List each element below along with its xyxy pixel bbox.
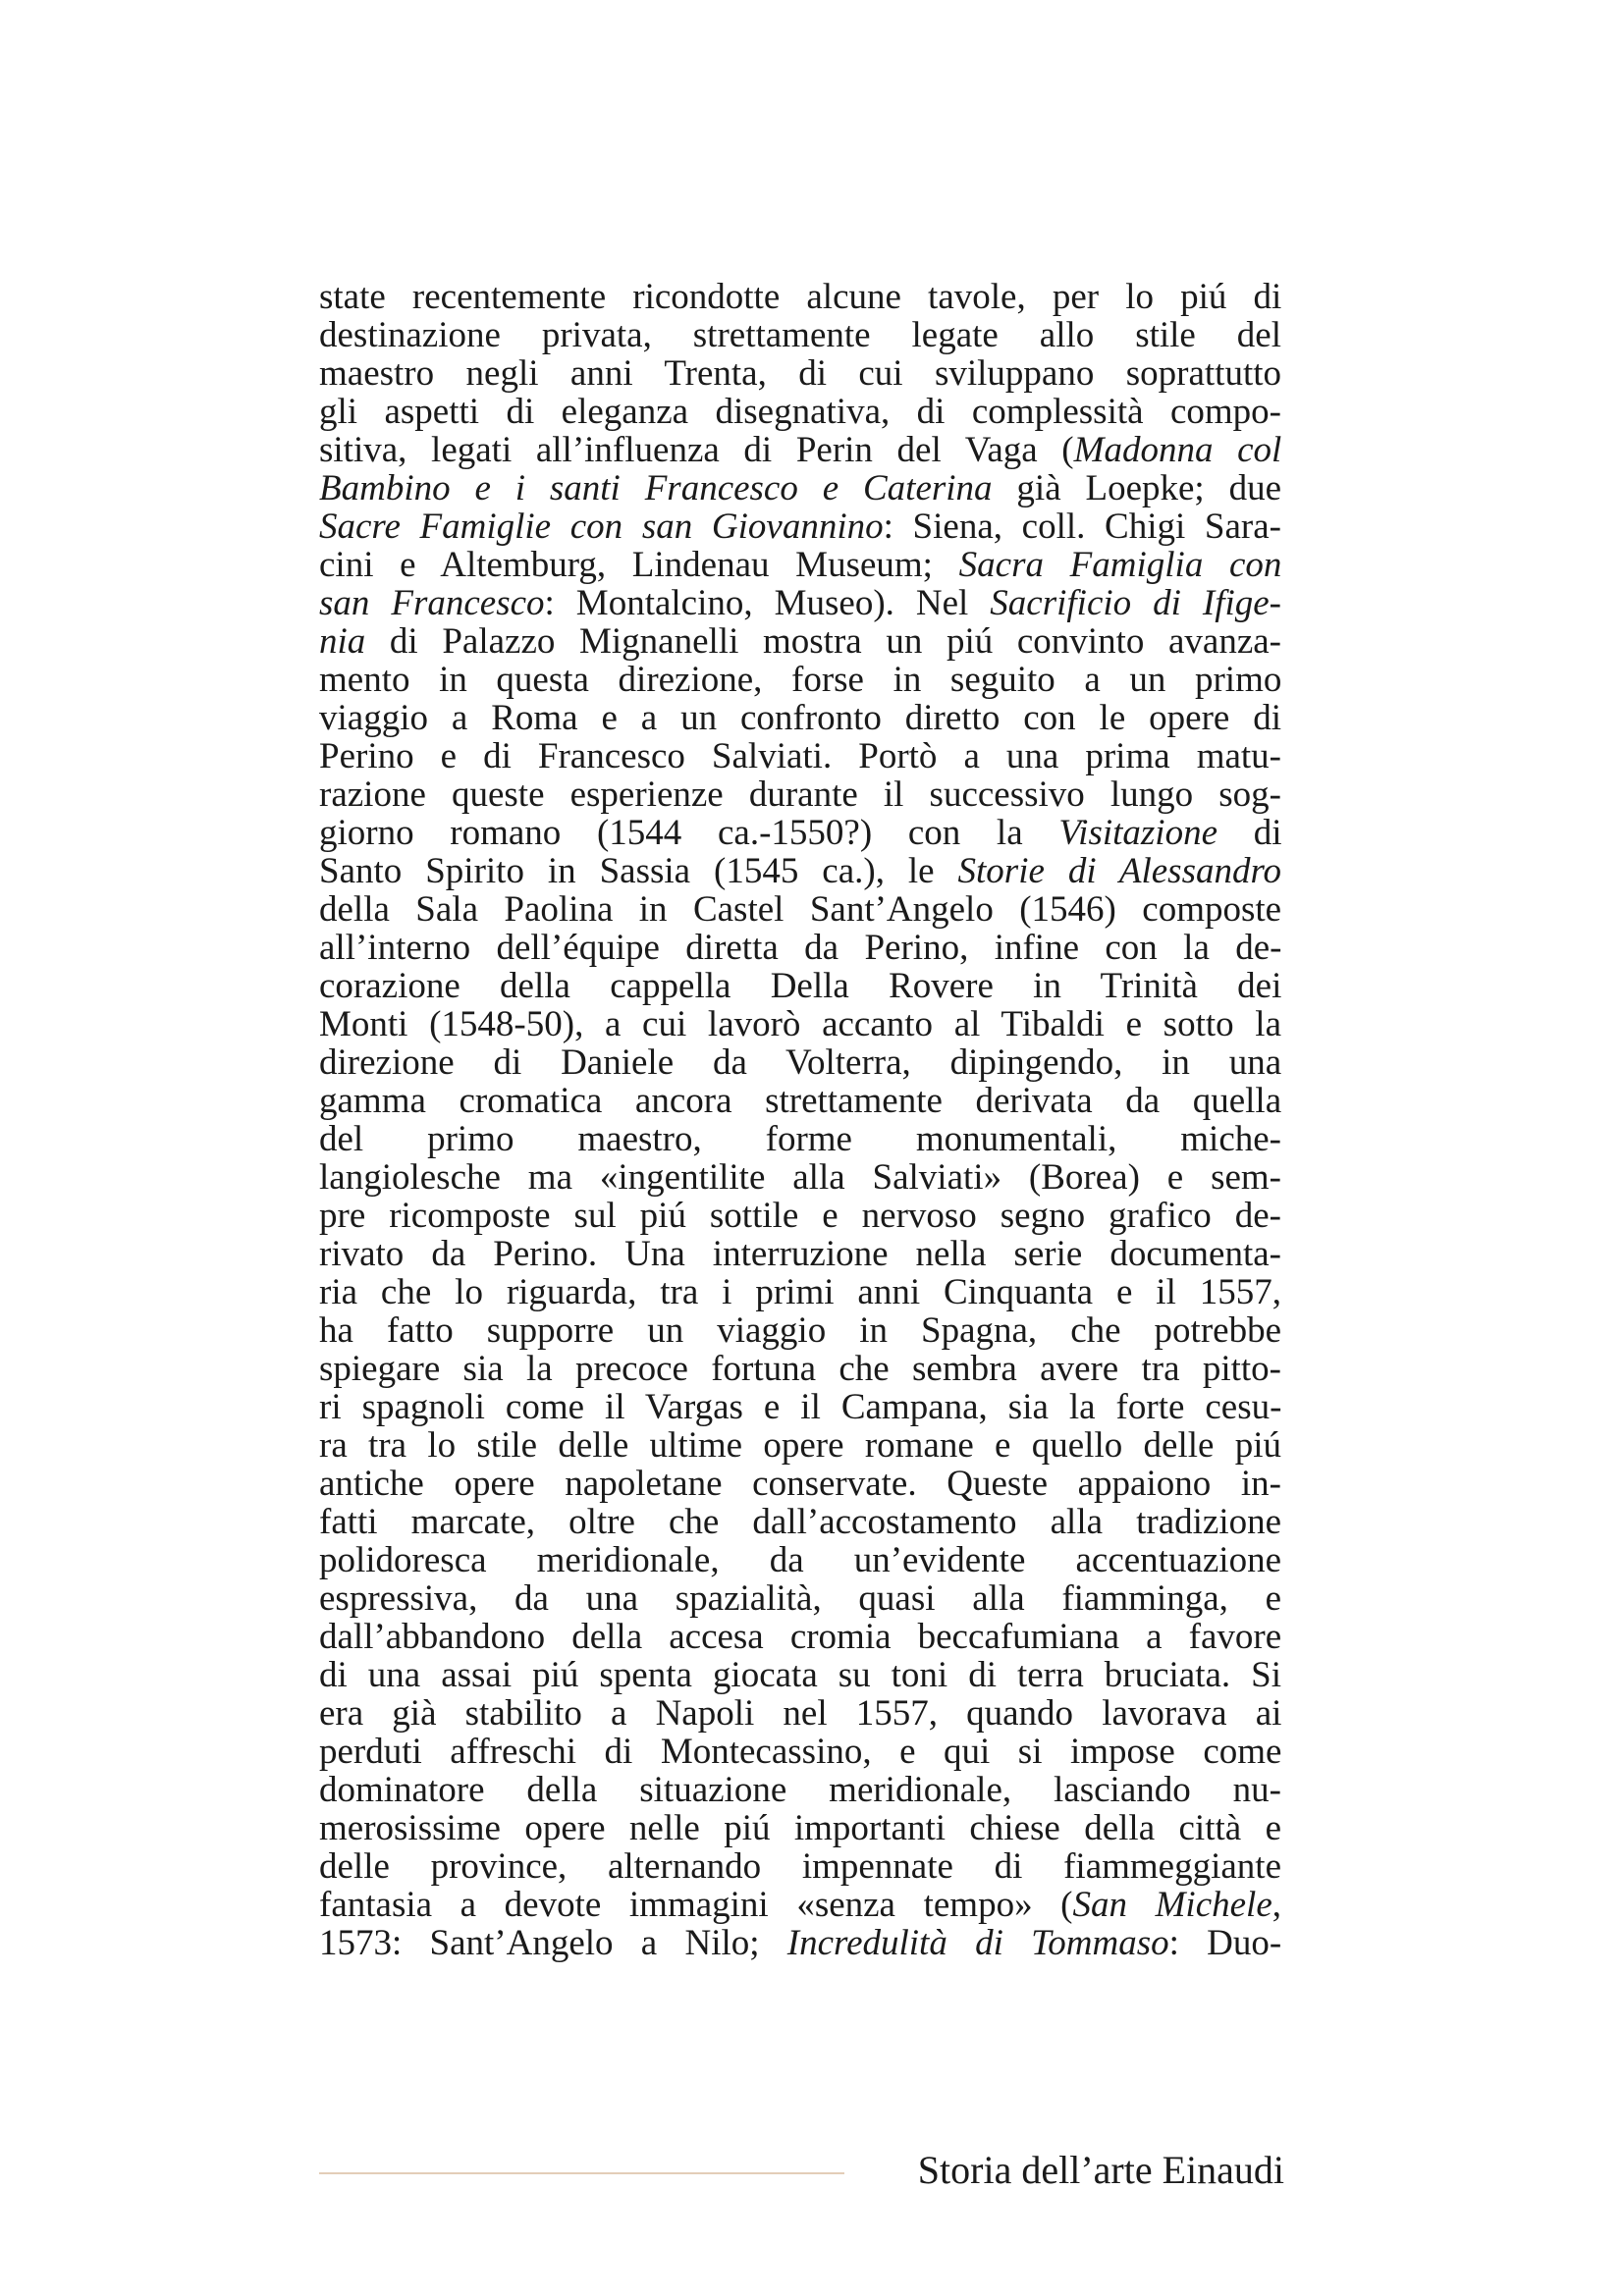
italic-title-segment: Incredulità di Tommaso	[786, 1923, 1169, 1963]
text-segment: ha fatto supporre un viaggio in Spagna, che potrebbe	[319, 1310, 1281, 1351]
text-line	[319, 622, 1281, 661]
body-text	[319, 278, 1281, 1962]
text-line	[319, 775, 1281, 814]
text-line	[319, 1311, 1281, 1350]
text-segment: direzione di Daniele da Volterra, dipingendo, in una	[319, 1042, 1282, 1083]
text-line	[319, 507, 1281, 546]
text-line	[319, 1043, 1281, 1082]
text-line	[319, 1158, 1281, 1197]
text-line	[319, 469, 1281, 507]
text-line	[319, 1694, 1281, 1733]
text-segment: langiolesche ma «ingentilite alla Salviati» (Borea) e sem-	[319, 1157, 1281, 1198]
text-line	[319, 1541, 1281, 1579]
italic-title-segment: Sacrificio di Ifige-	[990, 583, 1281, 623]
text-line	[319, 1082, 1281, 1120]
text-line	[319, 278, 1281, 316]
text-line	[319, 1656, 1281, 1694]
text-line	[319, 1886, 1281, 1924]
text-segment: rivato da Perino. Una interruzione nella serie documenta-	[319, 1234, 1281, 1274]
text-line	[319, 1388, 1281, 1426]
text-line	[319, 1809, 1281, 1847]
italic-title-segment: nia	[319, 621, 366, 662]
text-segment: perduti affreschi di Montecassino, e qui si impose come	[319, 1732, 1282, 1772]
text-segment: delle province, alternando impennate di fiammeggiante	[319, 1846, 1281, 1887]
text-segment: mento in questa direzione, forse in seguito a un primo	[319, 660, 1282, 700]
text-line	[319, 431, 1281, 469]
text-segment: antiche opere napoletane conservate. Queste appaiono in-	[319, 1464, 1281, 1504]
text-segment: fatti marcate, oltre che dall’accostamento alla tradizione	[319, 1502, 1282, 1542]
italic-title-segment: Visitazione	[1058, 813, 1218, 853]
text-line	[319, 967, 1281, 1005]
text-segment: espressiva, da una spazialità, quasi alla fiamminga, e	[319, 1578, 1281, 1619]
italic-title-segment: Sacra Famiglia con	[958, 545, 1282, 585]
text-line	[319, 661, 1281, 699]
text-segment: Perino e di Francesco Salviati. Portò a una prima matu-	[319, 736, 1281, 776]
text-line	[319, 1924, 1281, 1962]
text-segment: maestro negli anni Trenta, di cui sviluppano soprattutto	[319, 353, 1282, 394]
text-line	[319, 1579, 1281, 1618]
text-segment: razione queste esperienze durante il successivo lungo sog-	[319, 774, 1282, 815]
text-segment: : Siena, coll. Chigi Sara-	[883, 507, 1281, 547]
text-line	[319, 1465, 1281, 1503]
italic-title-segment: Sacre Famiglie con san Giovannino	[319, 507, 884, 547]
text-line	[319, 737, 1281, 775]
text-segment: : Duo-	[1168, 1923, 1282, 1963]
text-line	[319, 1426, 1281, 1465]
text-segment: state recentemente ricondotte alcune tavole, per lo piú di	[319, 277, 1282, 317]
text-segment: 1573: Sant’Angelo a Nilo;	[319, 1923, 787, 1963]
text-line	[319, 393, 1281, 431]
text-segment: ra tra lo stile delle ultime opere romane e quello delle piú	[319, 1425, 1281, 1466]
text-line	[319, 1847, 1281, 1886]
text-line	[319, 890, 1281, 929]
text-segment: corazione della cappella Della Rovere in Trinità dei	[319, 966, 1282, 1006]
text-line	[319, 1235, 1281, 1273]
text-segment: polidoresca meridionale, da un’evidente accentuazione	[319, 1540, 1281, 1580]
text-segment: giorno romano (1544 ca.-1550?) con la	[319, 813, 1059, 853]
text-segment: ,	[1271, 1885, 1281, 1925]
text-segment: di	[1217, 813, 1282, 853]
text-line	[319, 1120, 1281, 1158]
text-segment: della Sala Paolina in Castel Sant’Angelo (1546) composte	[319, 889, 1282, 930]
text-segment: del primo maestro, forme monumentali, miche-	[319, 1119, 1281, 1159]
text-segment: dominatore della situazione meridionale, lasciando nu-	[319, 1770, 1281, 1810]
text-line	[319, 1350, 1281, 1388]
text-segment: dall’abbandono della accesa cromia beccafumiana a favore	[319, 1617, 1282, 1657]
italic-title-segment: Bambino e i santi Francesco e Caterina	[319, 468, 993, 508]
text-line	[319, 1273, 1281, 1311]
italic-title-segment: Madonna col	[1073, 430, 1282, 470]
text-line	[319, 316, 1281, 354]
text-segment: cini e Altemburg, Lindenau Museum;	[319, 545, 959, 585]
text-line	[319, 1771, 1281, 1809]
text-line	[319, 584, 1281, 622]
text-line	[319, 546, 1281, 584]
italic-title-segment: Storie di Alessandro	[957, 851, 1281, 891]
text-line	[319, 929, 1281, 967]
text-segment: viaggio a Roma e a un confronto diretto con le opere di	[319, 698, 1281, 738]
text-line	[319, 1733, 1281, 1771]
text-segment: spiegare sia la precoce fortuna che sembra avere tra pitto-	[319, 1349, 1281, 1389]
text-segment: ri spagnoli come il Vargas e il Campana, sia la forte cesu-	[319, 1387, 1282, 1427]
text-segment: sitiva, legati all’influenza di Perin del Vaga (	[319, 430, 1074, 470]
italic-title-segment: San Michele	[1072, 1885, 1272, 1925]
footer-rule	[319, 2172, 844, 2174]
text-segment: pre ricomposte sul piú sottile e nervoso segno grafico de-	[319, 1196, 1281, 1236]
text-segment: Santo Spirito in Sassia (1545 ca.), le	[319, 851, 958, 891]
text-line	[319, 1005, 1281, 1043]
text-line	[319, 1197, 1281, 1235]
text-line	[319, 699, 1281, 737]
text-segment: di Palazzo Mignanelli mostra un piú convinto avanza-	[365, 621, 1281, 662]
text-segment: ria che lo riguarda, tra i primi anni Cinquanta e il 1557,	[319, 1272, 1281, 1312]
text-line	[319, 1618, 1281, 1656]
text-line	[319, 354, 1281, 393]
text-segment: all’interno dell’équipe diretta da Perino, infine con la de-	[319, 928, 1282, 968]
text-segment: già Loepke; due	[992, 468, 1281, 508]
text-segment: di una assai piú spenta giocata su toni di terra bruciata. Si	[319, 1655, 1281, 1695]
text-segment: gamma cromatica ancora strettamente derivata da quella	[319, 1081, 1282, 1121]
italic-title-segment: san Francesco	[319, 583, 545, 623]
footer-title: Storia dell’arte Einaudi	[917, 2148, 1284, 2192]
text-line	[319, 852, 1281, 890]
text-segment: gli aspetti di eleganza disegnativa, di complessità compo-	[319, 392, 1281, 432]
text-segment: : Montalcino, Museo). Nel	[544, 583, 991, 623]
text-segment: destinazione privata, strettamente legate allo stile del	[319, 315, 1281, 355]
text-segment: Monti (1548-50), a cui lavorò accanto al Tibaldi e sotto la	[319, 1004, 1281, 1044]
text-segment: fantasia a devote immagini «senza tempo» (	[319, 1885, 1073, 1925]
text-line	[319, 814, 1281, 852]
text-line	[319, 1503, 1281, 1541]
text-segment: era già stabilito a Napoli nel 1557, quando lavorava ai	[319, 1693, 1282, 1734]
text-segment: merosissime opere nelle piú importanti chiese della città e	[319, 1808, 1281, 1848]
